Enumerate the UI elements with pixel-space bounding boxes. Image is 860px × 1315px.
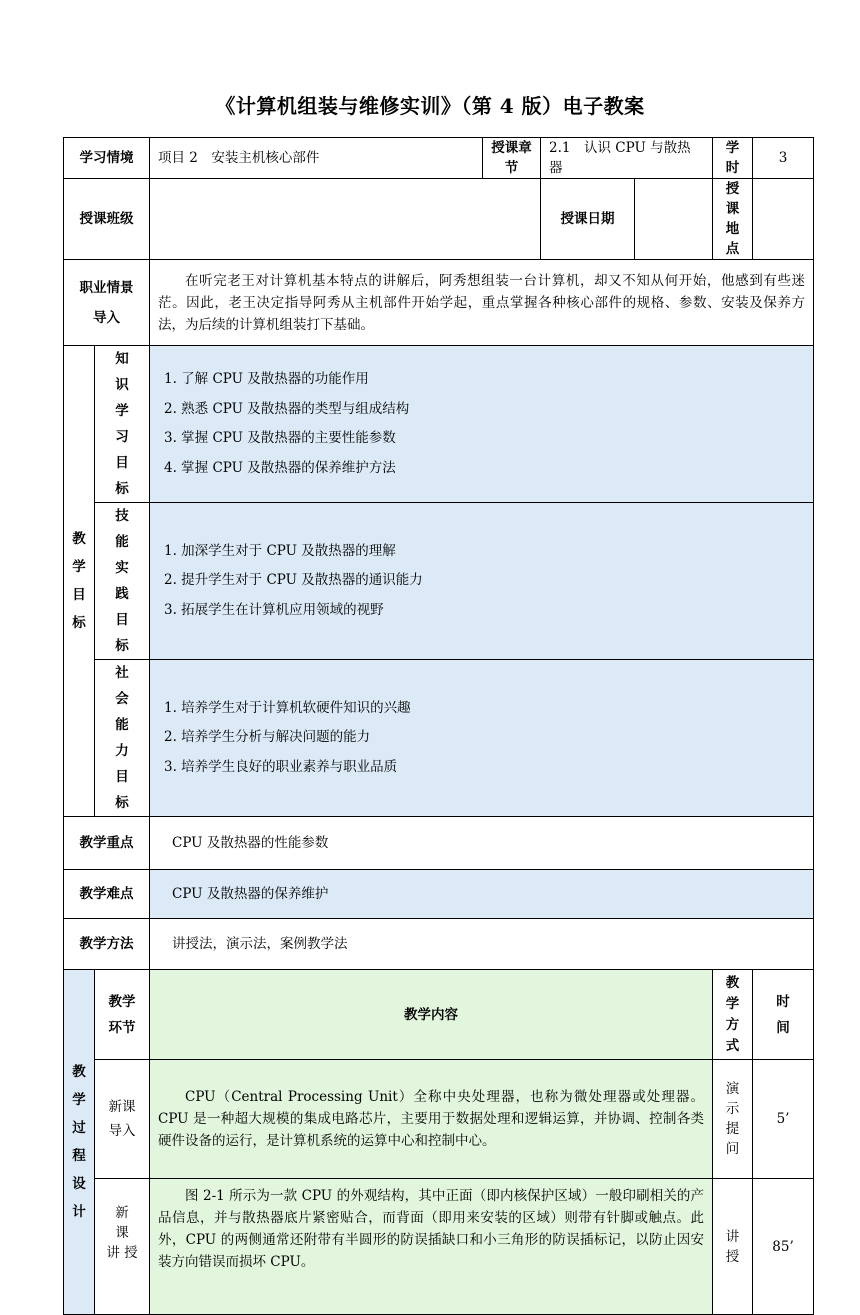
process-content-cell [150,1060,713,1179]
process-section-text: 教学过程设计 [72,1064,86,1220]
process-content: CPU（Central Processing Unit）全称中央处理器，也称为微处理器或处理器。CPU 是一种超大规模的集成电路芯片，主要用于数据处理和逻辑运算，并协调、控制各类硬件设备的运行，是计算机系统的运算中心和控制中心。 [158,1089,705,1149]
knowledge-label [95,346,150,503]
stage-line1: 新课 [108,1099,136,1115]
row-social-objectives [64,660,814,817]
process-section-label [64,970,95,1315]
intro-label [64,260,150,346]
key-point-label: 教学重点 [64,817,150,870]
way-header [713,970,753,1060]
class-value [150,179,541,260]
social-item: 2. 培养学生分析与解决问题的能力 [164,729,371,746]
knowledge-item: 2. 熟悉 CPU 及散热器的类型与组成结构 [164,400,410,417]
skill-item: 1. 加深学生对于 CPU 及散热器的理解 [164,542,396,559]
knowledge-item: 3. 掌握 CPU 及散热器的主要性能参数 [164,430,396,446]
stage-header-line2: 环节 [108,1019,136,1036]
stage-line2: 讲 授 [106,1245,138,1261]
skill-label [95,503,150,660]
row-method [64,919,814,970]
scenario-label: 学习情境 [64,138,150,179]
knowledge-item: 1. 了解 CPU 及散热器的功能作用 [164,371,369,387]
row-difficulty [64,870,814,919]
difficulty-label: 教学难点 [64,870,150,919]
stage-cell [95,1179,150,1315]
chapter-label: 授课章节 [483,138,541,179]
date-label: 授课日期 [541,179,635,260]
process-time: 5’ [753,1060,814,1179]
row-knowledge-objectives [64,346,814,503]
social-label-text: 社会能力目标 [115,665,129,811]
intro-text [150,260,814,346]
stage-cell [95,1060,150,1179]
chapter-value: 2.1 认识 CPU 与散热器 [541,138,713,179]
row-intro [64,260,814,346]
class-label: 授课班级 [64,179,150,260]
skill-list [150,533,813,630]
skill-item: 2. 提升学生对于 CPU 及散热器的通识能力 [164,572,423,589]
place-value [753,179,814,260]
stage-line1: 新 课 [115,1205,143,1241]
time-header [753,970,814,1060]
time-header-line1: 时 [776,993,790,1010]
content-header: 教学内容 [150,970,713,1060]
stage-header [95,970,150,1060]
stage-header-line1: 教学 [108,993,136,1010]
method-label: 教学方法 [64,919,150,970]
skill-list-cell [150,503,814,660]
knowledge-list [150,361,813,487]
process-way: 讲授 [725,1228,740,1265]
objectives-section-text: 教学目标 [72,531,86,631]
process-row [64,1060,814,1179]
process-content: 图 2-1 所示为一款 CPU 的外观结构，其中正面（即内核保护区域）一般印刷相关的产品信息，并与散热器底片紧密贴合，而背面（即用来安装的区域）则带有针脚或触点。此外，CPU 的两侧通常还附带有半圆形的防误插缺口和小三角形的防误插标记，以防止因安装方向错误而损坏 CPU。 [158,1188,705,1270]
skill-item: 3. 拓展学生在计算机应用领域的视野 [164,601,384,618]
place-label: 授课地点 [713,179,753,260]
way-header-text: 教学方式 [725,974,740,1054]
method-value: 讲授法，演示法，案例教学法 [150,919,814,970]
hours-label: 学时 [713,138,753,179]
skill-label-text: 技能实践目标 [115,508,129,654]
process-time: 85’ [753,1179,814,1315]
social-list [150,690,813,787]
intro-label-line1: 职业情景 [79,279,134,296]
lesson-plan-table [63,137,814,1315]
row-skill-objectives [64,503,814,660]
row-process-header [64,970,814,1060]
document-title: 《计算机组装与维修实训》（第 4 版）电子教案 [215,94,645,118]
difficulty-value: CPU 及散热器的保养维护 [150,870,814,919]
process-content-cell [150,1179,713,1315]
process-way-cell [713,1179,753,1315]
knowledge-label-text: 知识学习目标 [115,351,129,497]
intro-label-line2: 导入 [93,309,120,326]
social-item: 1. 培养学生对于计算机软硬件知识的兴趣 [164,699,411,716]
row-scenario [64,138,814,179]
row-key-point [64,817,814,870]
social-item: 3. 培养学生良好的职业素养与职业品质 [164,758,398,775]
hours-value: 3 [753,138,814,179]
social-list-cell [150,660,814,817]
row-class [64,179,814,260]
scenario-value: 项目 2 安装主机核心部件 [150,138,483,179]
process-way-cell [713,1060,753,1179]
key-point-value: CPU 及散热器的性能参数 [150,817,814,870]
stage-line2: 导入 [108,1123,136,1139]
time-header-line2: 间 [776,1019,790,1036]
intro-paragraph: 在听完老王对计算机基本特点的讲解后，阿秀想组装一台计算机，却又不知从何开始，他感到有些迷茫。因此，老王决定指导阿秀从主机部件开始学起，重点掌握各种核心部件的规格、参数、安装及保养方法，为后续的计算机组装打下基础。 [158,272,806,333]
objectives-section-label [64,346,95,817]
process-row [64,1179,814,1315]
social-label [95,660,150,817]
knowledge-item: 4. 掌握 CPU 及散热器的保养维护方法 [164,459,396,476]
knowledge-list-cell [150,346,814,503]
date-value [635,179,713,260]
process-way: 演示提问 [725,1081,740,1157]
